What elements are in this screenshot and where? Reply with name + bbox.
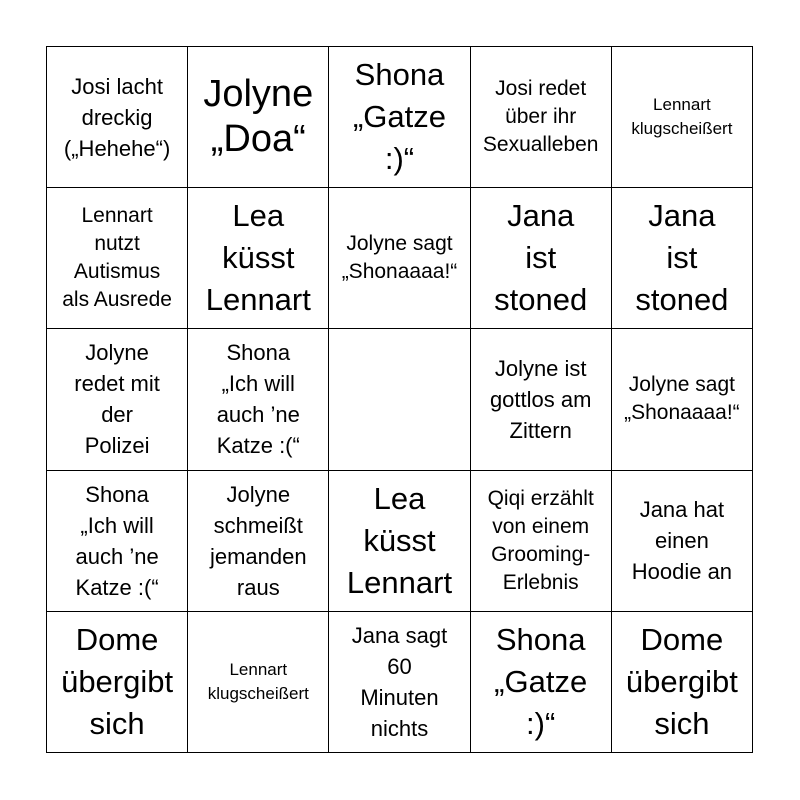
bingo-cell-5-2[interactable]: Lennart klugscheißert bbox=[188, 612, 329, 753]
bingo-cell-3-4[interactable]: Jolyne ist gottlos am Zittern bbox=[471, 329, 612, 470]
bingo-cell-5-1[interactable]: Dome übergibt sich bbox=[47, 612, 188, 753]
bingo-cell-3-1[interactable]: Jolyne redet mit der Polizei bbox=[47, 329, 188, 470]
bingo-cell-5-3[interactable]: Jana sagt 60 Minuten nichts bbox=[329, 612, 470, 753]
bingo-cell-4-5[interactable]: Jana hat einen Hoodie an bbox=[612, 471, 753, 612]
bingo-cell-4-2[interactable]: Jolyne schmeißt jemanden raus bbox=[188, 471, 329, 612]
bingo-cell-3-2[interactable]: Shona „Ich will auch ’ne Katze :(“ bbox=[188, 329, 329, 470]
bingo-board bbox=[46, 46, 753, 753]
bingo-cell-2-5[interactable]: Jana ist stoned bbox=[612, 188, 753, 329]
bingo-cell-1-5[interactable]: Lennart klugscheißert bbox=[612, 47, 753, 188]
bingo-cell-4-3[interactable]: Lea küsst Lennart bbox=[329, 471, 470, 612]
bingo-cell-4-1[interactable]: Shona „Ich will auch ’ne Katze :(“ bbox=[47, 471, 188, 612]
bingo-cell-2-4[interactable]: Jana ist stoned bbox=[471, 188, 612, 329]
bingo-cell-1-2[interactable]: Jolyne „Doa“ bbox=[188, 47, 329, 188]
bingo-cell-3-5[interactable]: Jolyne sagt „Shonaaaa!“ bbox=[612, 329, 753, 470]
bingo-cell-2-1[interactable]: Lennart nutzt Autismus als Ausrede bbox=[47, 188, 188, 329]
bingo-free-cell[interactable] bbox=[329, 329, 470, 470]
bingo-cell-5-4[interactable]: Shona „Gatze :)“ bbox=[471, 612, 612, 753]
bingo-cell-4-4[interactable]: Qiqi erzählt von einem Grooming- Erlebnis bbox=[471, 471, 612, 612]
bingo-cell-1-3[interactable]: Shona „Gatze :)“ bbox=[329, 47, 470, 188]
bingo-cell-2-3[interactable]: Jolyne sagt „Shonaaaa!“ bbox=[329, 188, 470, 329]
bingo-cell-5-5[interactable]: Dome übergibt sich bbox=[612, 612, 753, 753]
bingo-cell-1-4[interactable]: Josi redet über ihr Sexualleben bbox=[471, 47, 612, 188]
bingo-cell-1-1[interactable]: Josi lacht dreckig („Hehehe“) bbox=[47, 47, 188, 188]
bingo-cell-2-2[interactable]: Lea küsst Lennart bbox=[188, 188, 329, 329]
